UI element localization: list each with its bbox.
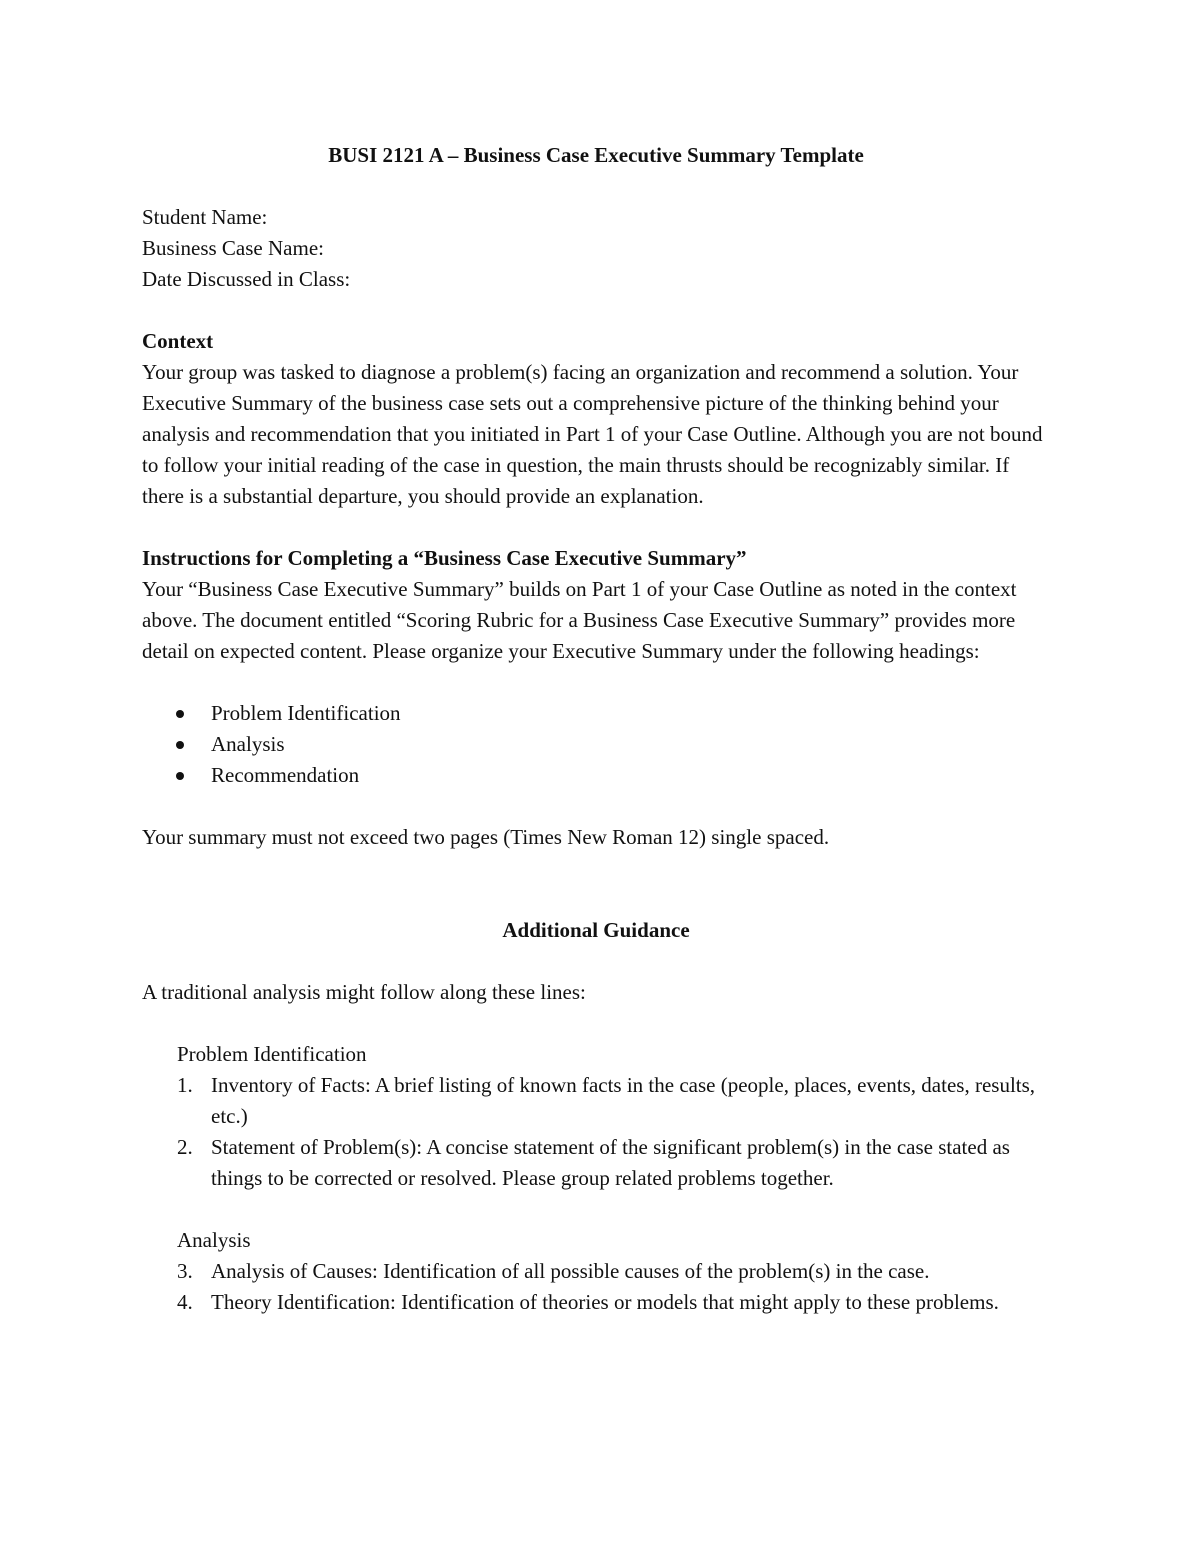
- spacer: [142, 946, 1050, 977]
- item-number: 2.: [177, 1135, 193, 1159]
- bullet-label: Recommendation: [211, 763, 360, 787]
- numbered-item: [142, 1070, 1050, 1132]
- bullet-icon: [176, 741, 184, 749]
- context-heading: Context: [142, 329, 214, 353]
- item-number: 1.: [177, 1073, 193, 1097]
- page-limit-note: Your summary must not exceed two pages (Times New Roman 12) single spaced.: [142, 825, 830, 849]
- business-case-name-field: Business Case Name:: [142, 236, 324, 260]
- bullet-item: [142, 729, 1050, 760]
- spacer: [142, 667, 1050, 698]
- item-text: Statement of Problem(s): A concise statement of the significant problem(s) in the case stated as things to be corrected or resolved. Please group related problems together.: [211, 1135, 1010, 1190]
- analysis-subheading: Analysis: [177, 1228, 251, 1252]
- bullet-icon: [176, 710, 184, 718]
- item-text: Inventory of Facts: A brief listing of known facts in the case (people, places, events, dates, results, etc.): [211, 1073, 1036, 1128]
- bullet-label: Analysis: [211, 732, 285, 756]
- spacer: [142, 1008, 1050, 1039]
- numbered-item: [142, 1132, 1050, 1194]
- numbered-item: [142, 1256, 1050, 1287]
- numbered-item: [142, 1287, 1050, 1318]
- heading-bullet-list: [142, 698, 1050, 791]
- problem-identification-list: [142, 1070, 1050, 1194]
- context-body: Your group was tasked to diagnose a problem(s) facing an organization and recommend a solution. Your Executive Summary of the business case sets out a comprehensive picture of the thinking behind your analysis and recommendation that you initiated in Part 1 of your Case Outline. Although you are not bound to follow your initial reading of the case in question, the main thrusts should be recognizably similar. If there is a substantial departure, you should provide an explanation.: [142, 360, 1043, 508]
- bullet-label: Problem Identification: [211, 701, 401, 725]
- analysis-list: [142, 1256, 1050, 1318]
- bullet-item: [142, 760, 1050, 791]
- spacer: [142, 512, 1050, 543]
- document-title: BUSI 2121 A – Business Case Executive Summary Template: [328, 143, 864, 167]
- date-discussed-field: Date Discussed in Class:: [142, 267, 351, 291]
- instructions-body: Your “Business Case Executive Summary” builds on Part 1 of your Case Outline as noted in the context above. The document entitled “Scoring Rubric for a Business Case Executive Summary” provides more detail on expected content. Please organize your Executive Summary under the following headings:: [142, 577, 1017, 663]
- additional-guidance-heading: Additional Guidance: [502, 918, 690, 942]
- bullet-item: [142, 698, 1050, 729]
- spacer: [142, 853, 1050, 884]
- spacer: [142, 791, 1050, 822]
- bullet-icon: [176, 772, 184, 780]
- problem-identification-subheading: Problem Identification: [177, 1042, 367, 1066]
- item-number: 3.: [177, 1259, 193, 1283]
- guidance-intro: A traditional analysis might follow along these lines:: [142, 980, 586, 1004]
- spacer: [142, 295, 1050, 326]
- spacer: [142, 884, 1050, 915]
- student-name-field: Student Name:: [142, 205, 268, 229]
- item-text: Analysis of Causes: Identification of all possible causes of the problem(s) in the case.: [211, 1259, 930, 1283]
- item-text: Theory Identification: Identification of theories or models that might apply to these problems.: [211, 1290, 999, 1314]
- spacer: [142, 1194, 1050, 1225]
- instructions-heading: Instructions for Completing a “Business Case Executive Summary”: [142, 546, 747, 570]
- item-number: 4.: [177, 1290, 193, 1314]
